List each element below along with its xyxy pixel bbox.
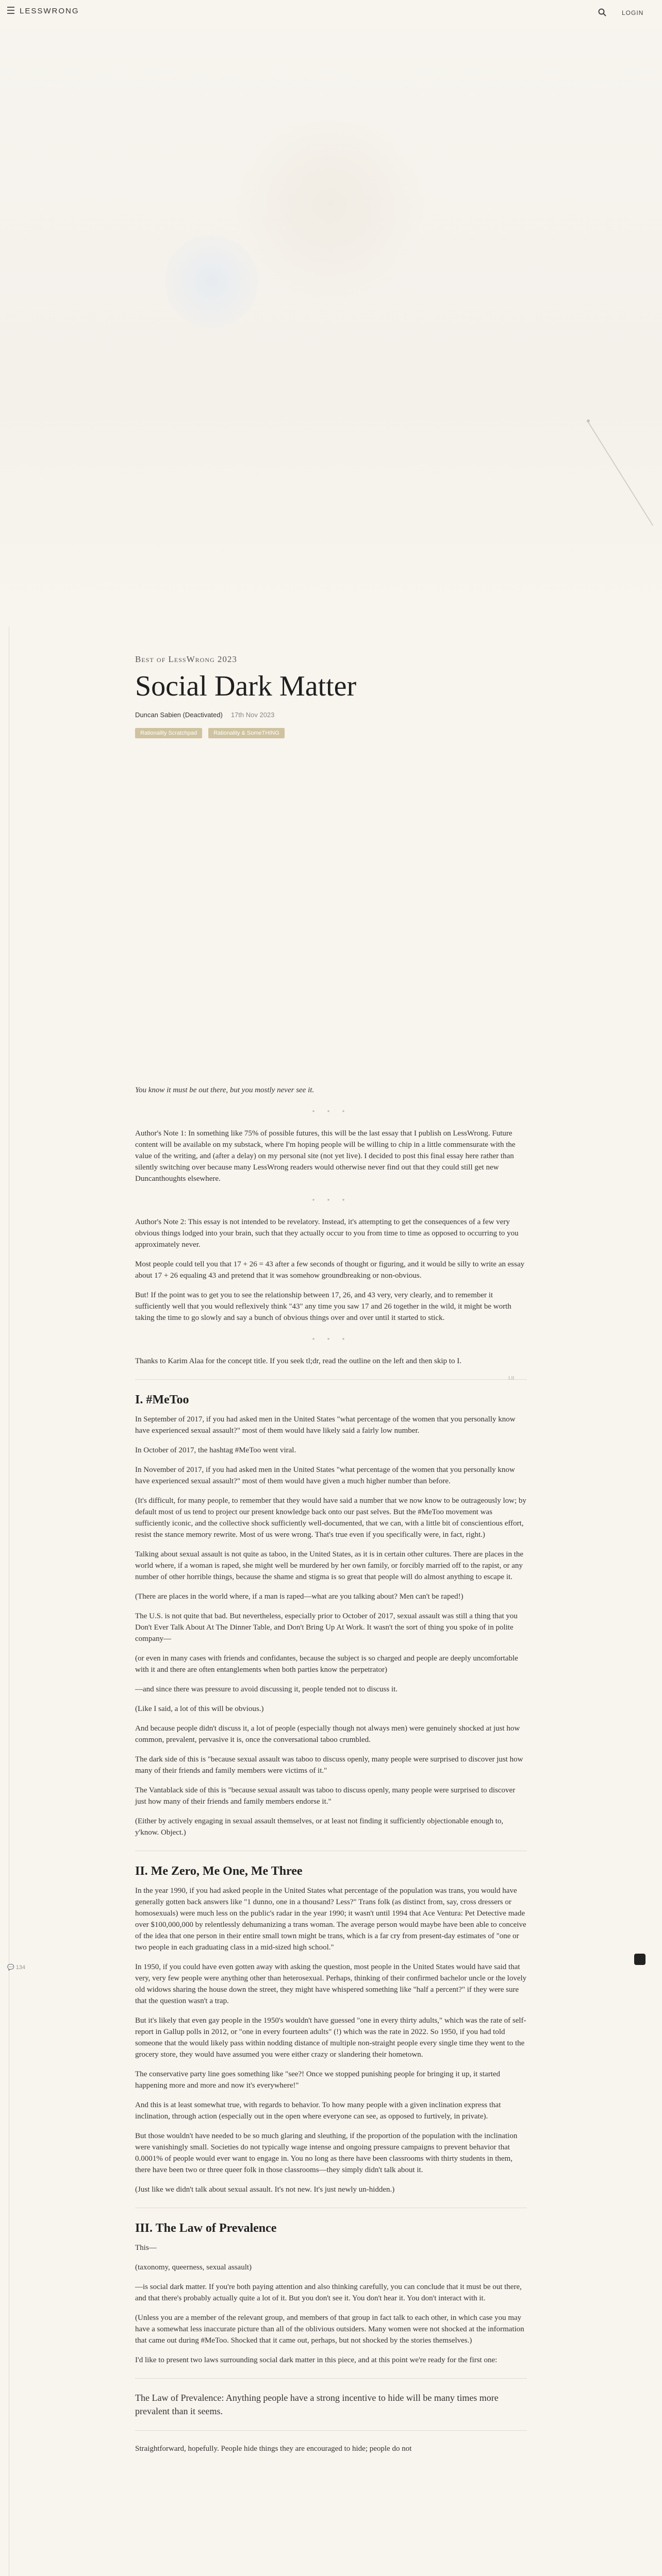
paragraph: Most people could tell you that 17 + 26 = 43 after a few seconds of thought or figuring, and it would be silly to write an essay about 17 + 26 equaling 43 and pretend that it was somehow groundbreaking or non-obvious.	[135, 1260, 525, 1280]
divider: • • •	[312, 1196, 350, 1205]
paragraph: In the year 1990, if you had asked people in the United States what percentage of the population was trans, you would have generally gotten back answers like "1 dunno, one in a thousand? Less?" Trans folk (as distinct from, say, cross dressers or homosexuals) were much less on the public's radar in the year 1990; it wasn't until 1994 that Ace Ventura: Pet Detective made over $100,000,000 by relentlessly dehumanizing a trans woman. The average person would maybe have been able to conceive of the idea that one person in their entire small town might be trans, which is a far cry from present-day estimates of "one or two people in each graduating class in a mid-sized high school."	[135, 1887, 526, 1952]
divider: • • •	[312, 1335, 350, 1344]
section-rule	[135, 2378, 527, 2379]
hero-glow	[232, 106, 428, 302]
hero-line	[587, 420, 653, 526]
margin-marker: I.II	[508, 1376, 515, 1381]
comment-icon: 💬	[7, 1964, 16, 1971]
paragraph: I'd like to present two laws surrounding social dark matter in this piece, and at this point we're ready for the first one:	[135, 2356, 498, 2364]
paragraph: In 1950, if you could have even gotten away with asking the question, most people in the United States would have said that very, very few people were anything other than heterosexual. Perhaps, thinking of their confirmed bachelor uncle or the lovely old widows sharing the house down the street, they might have whispered something like "half a percent?" if they were sure that the question wasn't a trap.	[135, 1963, 527, 2005]
menu-icon[interactable]	[7, 7, 14, 14]
paragraph: The conservative party line goes something like "see?! Once we stopped punishing people for bringing it up, it started happening more and more and now it's everywhere!"	[135, 2070, 501, 2090]
paragraph: (There are places in the world where, if a man is raped—what are you talking about? Men can't be raped!)	[135, 1592, 464, 1601]
paragraph: (or even in many cases with friends and confidantes, because the subject is so charged and people are deeply uncomfortable with it and there are often entanglements when both parties know the perpetrator)	[135, 1654, 518, 1674]
author-link[interactable]: Duncan Sabien (Deactivated)	[135, 711, 223, 719]
hero-image	[0, 29, 662, 626]
section-rule	[135, 1379, 527, 1380]
paragraph: (Like I said, a lot of this will be obvious.)	[135, 1705, 264, 1713]
paragraph: —and since there was pressure to avoid discussing it, people tended not to discuss it.	[135, 1685, 398, 1693]
logo-text: LESSWRONG	[20, 7, 79, 15]
post-meta	[135, 711, 527, 719]
section-rule	[135, 2430, 527, 2431]
paragraph: —is social dark matter. If you're both paying attention and also thinking carefully, you can conclude that it must be out there, and that there's probably actually quite a lot of it. But you don't see it. You don't hear it. You don't interact with it.	[135, 2283, 522, 2302]
post-tag[interactable]: Rationality Scratchpad	[135, 728, 202, 738]
paragraph: (Either by actively engaging in sexual assault themselves, or at least not finding it sufficiently objectionable enough to, y'know. Object.)	[135, 1817, 504, 1837]
paragraph: Talking about sexual assault is not quite as taboo, in the United States, as it is in certain other cultures. There are places in the world where, if a woman is raped, she might well be murdered by her own family, or forcibly married off to the rapist, or any number of other horrible things, because the shame and stigma is so great that people will do almost anything to escape it.	[135, 1550, 524, 1581]
post-body	[135, 1084, 527, 2463]
post-tags	[135, 728, 527, 738]
post-date: 17th Nov 2023	[230, 711, 275, 719]
paragraph: But! If the point was to get you to see the relationship between 17, 26, and 43 very, very clearly, and to remember it sufficiently well that you would reflexively think "43" any time you saw 17 and 26 together in the wild, it might be worth taking the time to go slowly and say a bunch of obvious things over and over until it started to stick.	[135, 1291, 511, 1322]
post-tag[interactable]: Rationality & SomeTHING	[208, 728, 285, 738]
chat-button[interactable]	[634, 1954, 646, 1965]
paragraph: Straightforward, hopefully. People hide things they are encouraged to hide; people do not	[135, 2445, 412, 2453]
paragraph: The dark side of this is "because sexual assault was taboo to discuss openly, many people were surprised to discover just how many of their friends and family members were victims of it."	[135, 1755, 523, 1775]
section-heading: I. #MeToo	[135, 1393, 189, 1406]
section-heading: II. Me Zero, Me One, Me Three	[135, 1865, 303, 1878]
comments-count[interactable]: 💬 134	[7, 1964, 26, 1971]
hero-orb	[165, 235, 258, 328]
paragraph: (Just like we didn't talk about sexual assault. It's not new. It's just newly un-hidden.)	[135, 2185, 395, 2194]
paragraph: The Vantablack side of this is "because sexual assault was taboo to discuss openly, many people were surprised to discover just how many of their friends and family members endorse it."	[135, 1786, 516, 1806]
paragraph: But it's likely that even gay people in the 1950's wouldn't have guessed "one in every thirty adults," which was the rate of self-report in Gallup polls in 2012, or "one in every fourteen adults" (!) which was the rate in 2022. So 1950, if you had told someone that the would likely pass within nodding distance of multiple non-straight people every single time they went to the grocery store, they would have assumed you were either crazy or slandering their hometown.	[135, 2016, 526, 2059]
paragraph: (It's difficult, for many people, to remember that they would have said a number that we now know to be outrageously low; by default most of us tend to project our present knowledge back onto our past selves. But the #MeToo movement was sufficiently iconic, and the collective shock sufficiently well-documented, that we can, with a little bit of conscientious effort, resist the stance memory rewrite. Most of us were wrong. That's true even if you specifically were, in fact, right.)	[135, 1497, 526, 1539]
author-note-2: Author's Note 2: This essay is not intended to be revelatory. Instead, it's attempting to get the consequences of a few very obvious things lodged into your brain, such that they actually occur to you from time to time as opposed to occurring to you approximately never.	[135, 1218, 519, 1249]
post-header	[135, 654, 527, 738]
hero-dot	[587, 419, 590, 422]
epigraph: You know it must be out there, but you mostly never see it.	[135, 1086, 315, 1094]
paragraph: (Unless you are a member of the relevant group, and members of that group in fact talk to each other, in which case you may have a somewhat less inaccurate picture than all of the oblivious outsiders. Many women were not shocked at the information that came out during #MeToo. Shocked that it came out, perhaps, but not shocked by the stories themselves.)	[135, 2314, 524, 2345]
paragraph: In September of 2017, if you had asked men in the United States "what percentage of the women that you personally know have experienced sexual assault?" most of them would have likely said a fairly low number.	[135, 1415, 516, 1435]
paragraph: In October of 2017, the hashtag #MeToo went viral.	[135, 1446, 296, 1454]
divider: • • •	[312, 1108, 350, 1116]
paragraph: Thanks to Karim Alaa for the concept title. If you seek tl;dr, read the outline on the left and then skip to I.	[135, 1357, 461, 1365]
paragraph: In November of 2017, if you had asked men in the United States "what percentage of the women that you personally know have experienced sexual assault?" most of them would have given a much higher number than before.	[135, 1466, 515, 1485]
paragraph: And this is at least somewhat true, with regards to behavior. To how many people with a given inclination express that inclination, through action (especially out in the open where everyone can see, as opposed to furtively, in private).	[135, 2101, 501, 2121]
logo[interactable]	[7, 6, 79, 15]
post-title: Social Dark Matter	[135, 670, 357, 702]
paragraph: But those wouldn't have needed to be so much glaring and sleuthing, if the proportion of the population with the inclination were vanishingly small. Societies do not typically wage intense and ongoing pressure campaigns to prevent behavior that 0.0001% of people would ever want to engage in. You no long as there have been classrooms with thirty students in them, there have been two or three queer folk in those classrooms—they simply didn't talk about it.	[135, 2132, 518, 2174]
top-navbar	[0, 0, 662, 29]
law-of-prevalence: The Law of Prevalence: Anything people have a strong incentive to hide will be many times more prevalent than it seems.	[135, 2393, 499, 2416]
section-heading: III. The Law of Prevalence	[135, 2222, 277, 2235]
paragraph: And because people didn't discuss it, a lot of people (especially though not always men) were genuinely shocked at just how common, prevalent, pervasive it is, once the conversational taboo crumbled.	[135, 1724, 520, 1744]
paragraph: The U.S. is not quite that bad. But nevertheless, especially prior to October of 2017, sexual assault was still a thing that you Don't Ever Talk About At The Dinner Table, and Don't Bring Up At Work. It wasn't the sort of thing you spoke of in polite company—	[135, 1612, 518, 1643]
search-icon[interactable]	[598, 8, 606, 16]
best-of-label[interactable]: Best of LessWrong 2023	[135, 654, 237, 664]
author-note-1: Author's Note 1: In something like 75% of possible futures, this will be the last essay that I publish on LessWrong. Future content will be available on my substack, where I'm hoping people will be willing to chip in a little commensurate with the value of the writing, and (after a delay) on my personal site (not yet live). I decided to post this final essay here rather than silently switching over because many LessWrong readers would otherwise never find out that they could still get new Duncanthoughts elsewhere.	[135, 1129, 516, 1183]
paragraph: (taxonomy, queerness, sexual assault)	[135, 2263, 252, 2272]
paragraph: This—	[135, 2244, 157, 2252]
login-button[interactable]: LOGIN	[622, 9, 644, 16]
